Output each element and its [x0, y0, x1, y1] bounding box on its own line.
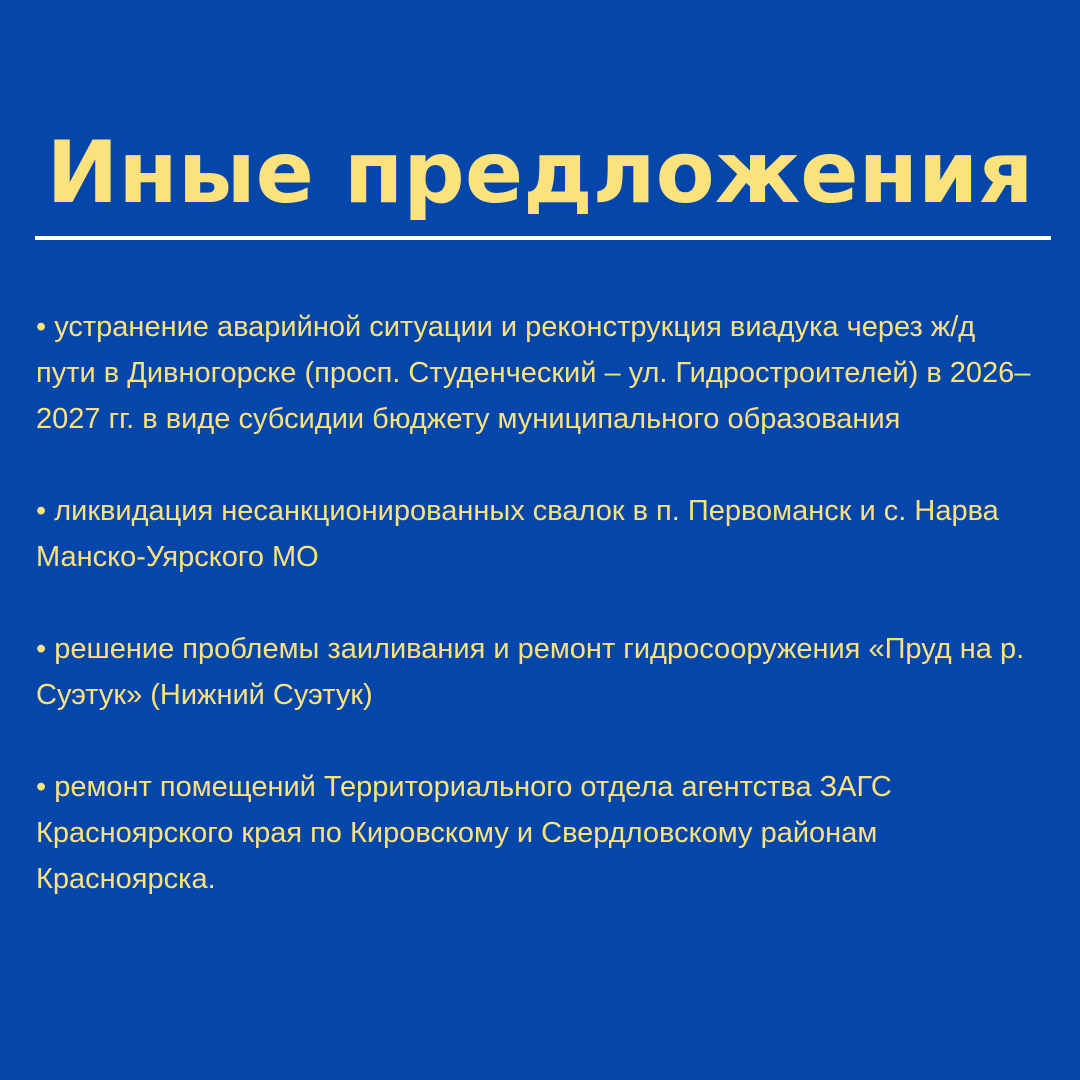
proposal-item-viaduct: • устранение аварийной ситуации и реконструкция виадука через ж/д пути в Дивногорске (просп. Студенческий – ул. Гидростроителей) в 2026–2027 гг. в виде субсидии бюджету муниципального образования — [36, 311, 1031, 435]
slide-title: Иные предложения — [46, 123, 1034, 223]
title-divider — [35, 236, 1051, 240]
proposal-item-pond: • решение проблемы заиливания и ремонт гидросооружения «Пруд на р. Суэтук» (Нижний Суэтук) — [36, 633, 1025, 711]
proposal-item-zags-repair: • ремонт помещений Территориального отдела агентства ЗАГС Красноярского края по Кировскому и Свердловскому районам Красноярска. — [36, 771, 892, 895]
proposal-item-landfills: • ликвидация несанкционированных свалок в п. Первоманск и с. Нарва Манско-Уярского МО — [36, 495, 999, 573]
proposal-list — [36, 304, 1036, 948]
